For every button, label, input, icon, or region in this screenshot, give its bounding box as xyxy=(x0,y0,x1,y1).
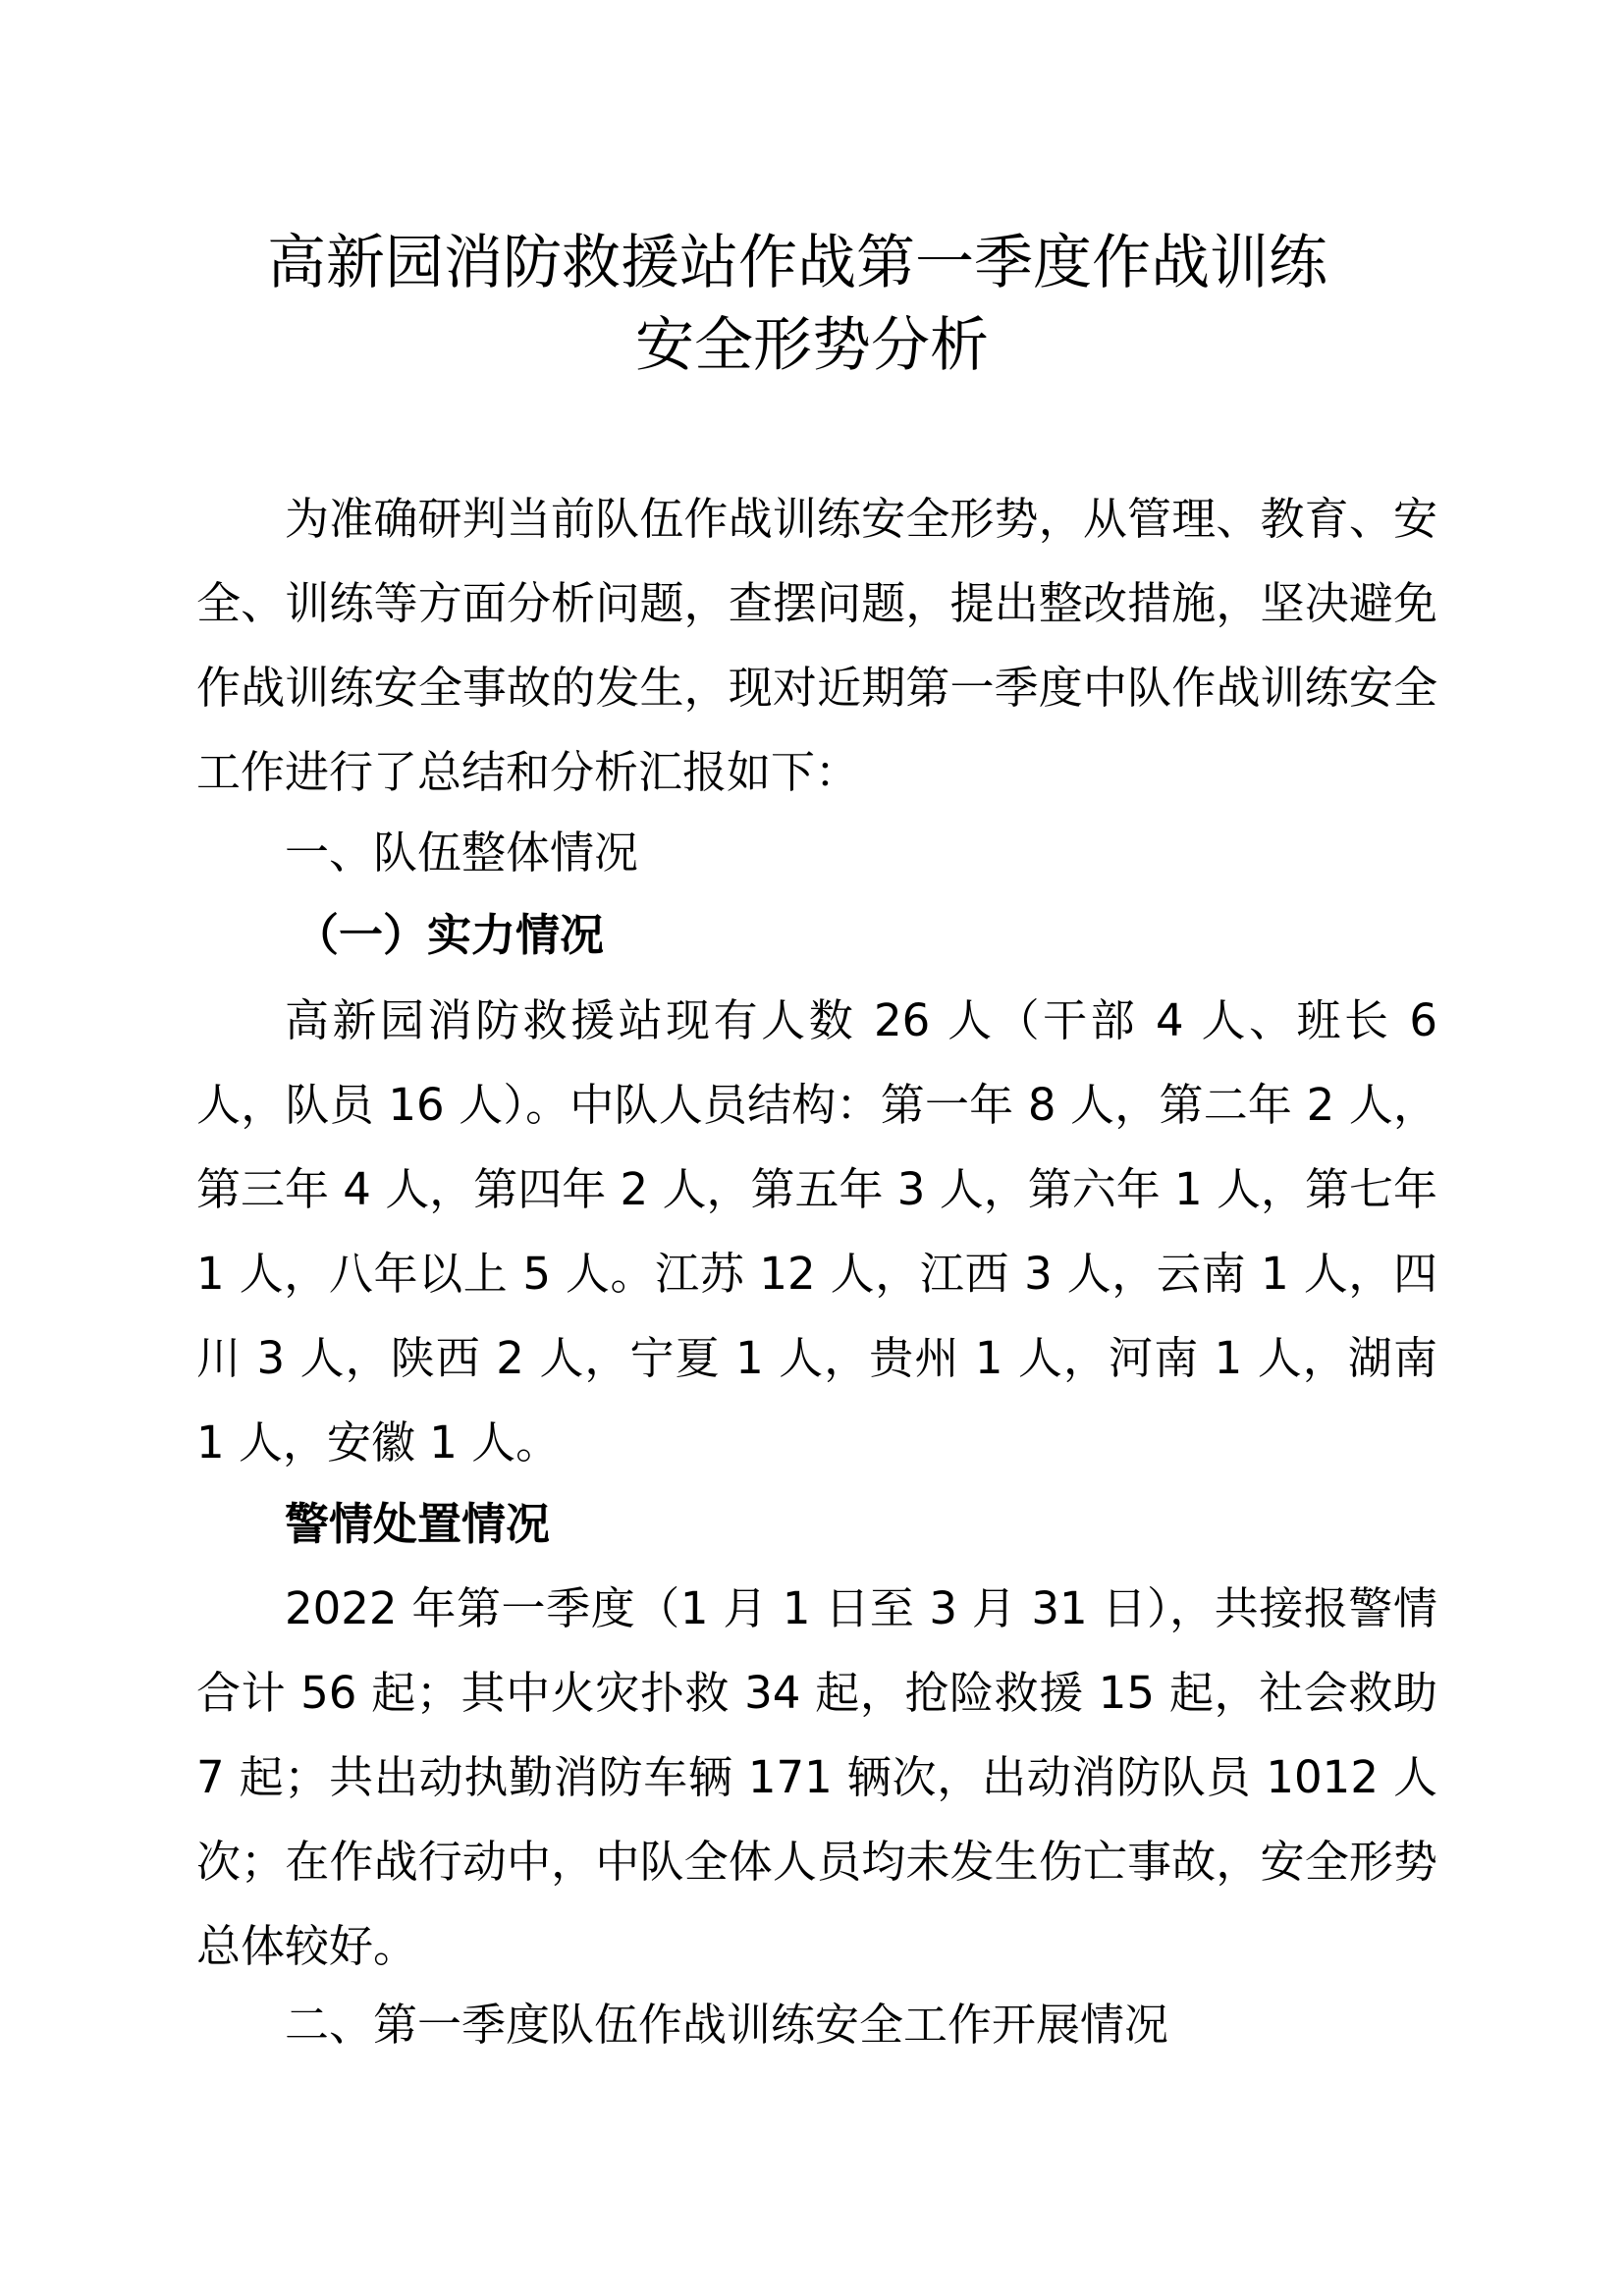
intro-paragraph: 为准确研判当前队伍作战训练安全形势，从管理、教育、安全、训练等方面分析问题，查摆问题，提出整改措施，坚决避免作战训练安全事故的发生，现对近期第一季度中队作战训练安全工作进行了总结和分析汇报如下： xyxy=(196,493,1437,798)
strength-paragraph: 高新园消防救援站现有人数 26 人（干部 4 人、班长 6 人，队员 16 人）。中队人员结构：第一年 8 人，第二年 2 人，第三年 4 人，第四年 2 人，第五年 3 人，第六年 1 人，第七年 1 人，八年以上 5 人。江苏 12 人，江西 3 人，云南 1 人，四川 3 人，陕西 2 人，宁夏 1 人，贵州 1 人，河南 1 人，湖南 1 人，安徽 1 人。 xyxy=(196,994,1437,1468)
document-title-line-2: 安全形势分析 xyxy=(635,311,989,380)
section-heading-1: 一、队伍整体情况 xyxy=(285,827,639,879)
section-heading-2: 二、第一季度队伍作战训练安全工作开展情况 xyxy=(285,1999,1169,2051)
document-title-line-1: 高新园消防救援站作战第一季度作战训练 xyxy=(267,229,1327,297)
subsection-heading-alarms: 警情处置情况 xyxy=(285,1498,551,1550)
alarm-paragraph: 2022 年第一季度（1 月 1 日至 3 月 31 日），共接报警情合计 56 起；其中火灾扑救 34 起，抢险救援 15 起，社会救助 7 起；共出动执勤消防车辆 171 辆次，出动消防队员 1012 人次；在作战行动中，中队全体人员均未发生伤亡事故，安全形势总体较好。 xyxy=(196,1582,1437,1972)
subsection-heading-strength: （一）实力情况 xyxy=(295,909,605,961)
